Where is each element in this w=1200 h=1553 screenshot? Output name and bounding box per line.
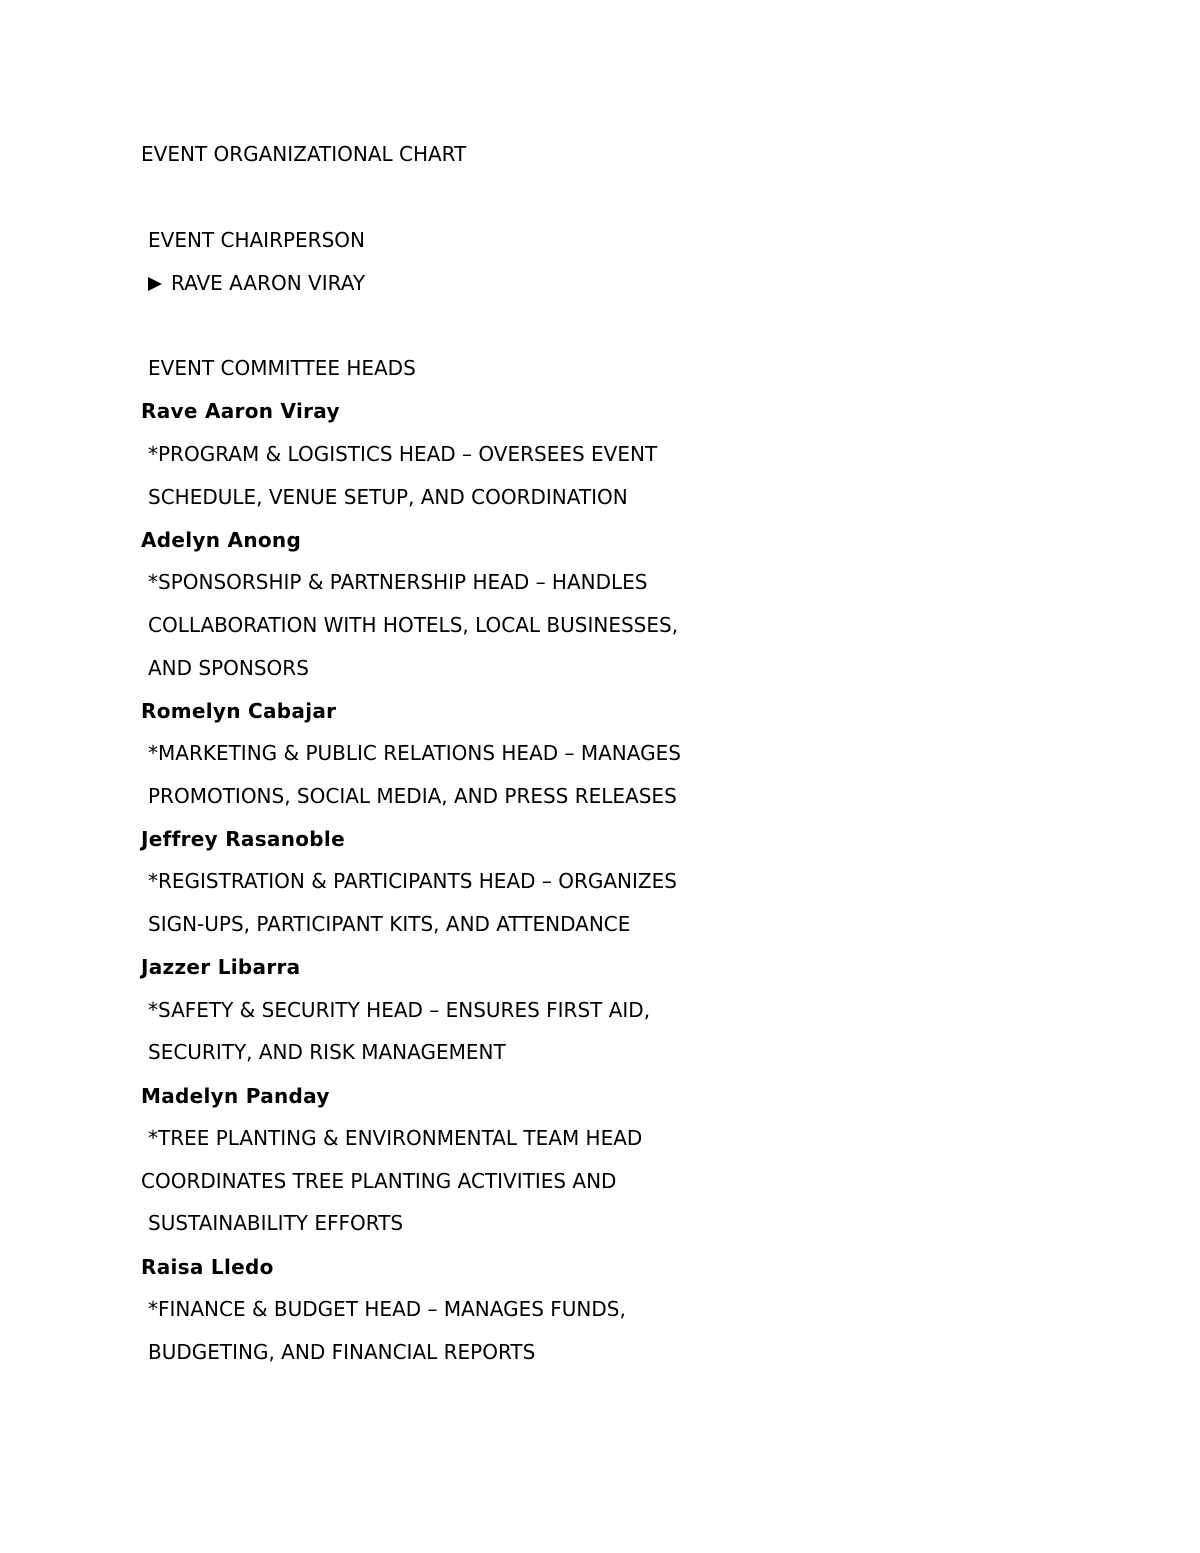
- head-role-line: *MARKETING & PUBLIC RELATIONS HEAD – MANAGES: [148, 741, 681, 765]
- head-role-line: COLLABORATION WITH HOTELS, LOCAL BUSINESSES,: [148, 613, 679, 637]
- head-name: Rave Aaron Viray: [141, 399, 340, 423]
- head-role-line: SCHEDULE, VENUE SETUP, AND COORDINATION: [148, 485, 628, 509]
- head-role-line: *REGISTRATION & PARTICIPANTS HEAD – ORGANIZES: [148, 869, 677, 893]
- head-role-line: *TREE PLANTING & ENVIRONMENTAL TEAM HEAD: [148, 1126, 643, 1150]
- head-name: Madelyn Panday: [141, 1084, 330, 1108]
- page-title: EVENT ORGANIZATIONAL CHART: [141, 142, 467, 166]
- head-role-line: *PROGRAM & LOGISTICS HEAD – OVERSEES EVENT: [148, 442, 658, 466]
- head-name: Jeffrey Rasanoble: [141, 827, 345, 851]
- head-role-line: SECURITY, AND RISK MANAGEMENT: [148, 1040, 506, 1064]
- head-role-line: *SPONSORSHIP & PARTNERSHIP HEAD – HANDLES: [148, 570, 648, 594]
- head-name: Romelyn Cabajar: [141, 699, 337, 723]
- head-name: Adelyn Anong: [141, 528, 302, 552]
- head-role-line: PROMOTIONS, SOCIAL MEDIA, AND PRESS RELEASES: [148, 784, 677, 808]
- chairperson-name: RAVE AARON VIRAY: [171, 271, 366, 295]
- head-role-line: BUDGETING, AND FINANCIAL REPORTS: [148, 1340, 536, 1364]
- head-role-line: *FINANCE & BUDGET HEAD – MANAGES FUNDS,: [148, 1297, 626, 1321]
- chairperson-entry: [148, 271, 365, 295]
- head-name: Jazzer Libarra: [141, 955, 301, 979]
- head-name: Raisa Lledo: [141, 1255, 274, 1279]
- head-role-line: SUSTAINABILITY EFFORTS: [148, 1211, 404, 1235]
- head-role-line: SIGN-UPS, PARTICIPANT KITS, AND ATTENDANCE: [148, 912, 631, 936]
- committee-heading: EVENT COMMITTEE HEADS: [148, 356, 416, 380]
- head-role-line: COORDINATES TREE PLANTING ACTIVITIES AND: [141, 1169, 617, 1193]
- head-role-line: AND SPONSORS: [148, 656, 309, 680]
- play-arrow-icon: [148, 277, 162, 291]
- chairperson-heading: EVENT CHAIRPERSON: [148, 228, 365, 252]
- head-role-line: *SAFETY & SECURITY HEAD – ENSURES FIRST AID,: [148, 998, 651, 1022]
